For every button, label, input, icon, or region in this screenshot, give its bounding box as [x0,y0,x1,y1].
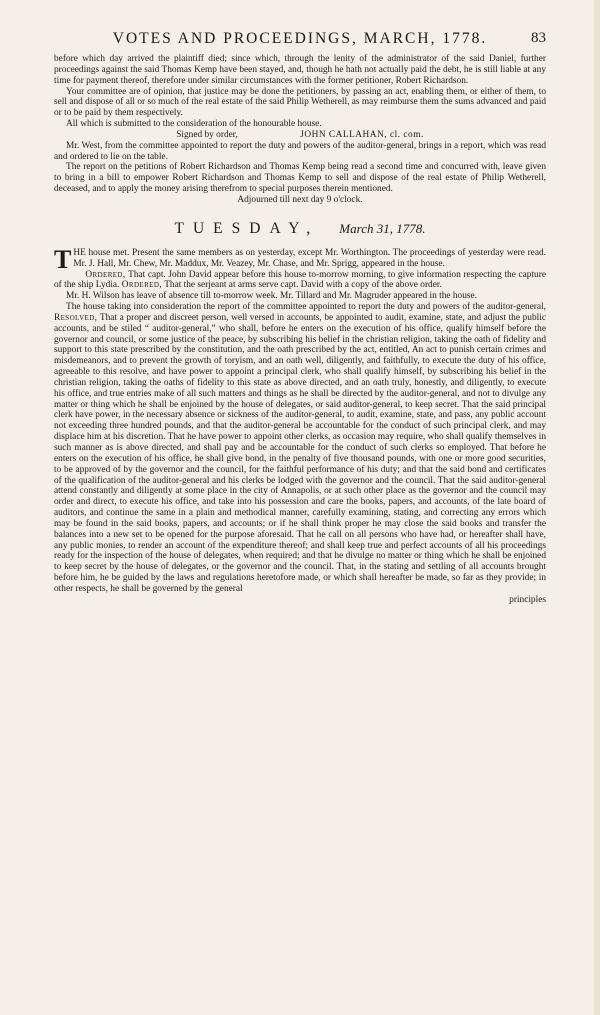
paragraph-auditor-general [54,302,546,595]
page-number: 83 [531,30,546,46]
paragraph-continuation: before which day arrived the plaintiff died; since which, through the lenity of the administrator of the said Daniel, further proceedings against the said Thomas Kemp have been stayed, and, though he hath not actually paid the debt, he is still liable at any time for payment thereof, therefore under similar circumstances with the former petitioner, Robert Richardson. [54,54,546,86]
paragraph-west-report: Mr. West, from the committee appointed to report the duty and powers of the auditor-general, brings in a report, which was read and ordered to lie on the table. [54,140,546,162]
order-capt-david: That capt. John David appear before this house to-morrow morning, to give information respecting the capture of the ship Lydia. [54,269,546,291]
order-serjeant: That the serjeant at arms serve capt. David with a copy of the above order. [162,280,442,291]
opening-text: HE house met. Present the same members as on yesterday, except Mr. Worthington. [73,247,391,258]
paragraph-leave-absence: Mr. H. Wilson has leave of absence till to-morrow week. Mr. Tillard and Mr. Magruder appeared in the house. [66,291,478,302]
drop-cap: T [54,244,72,274]
opening-paragraph [54,244,546,274]
paragraph-committee-opinion: Your committee are of opinion, that justice may be done the petitioners, by passing an act, enabling them, or either of them, to sell and dispose of all or so much of the real estate of the said Philip Wetherell, as may reimburse them the sums advanced and paid or to be paid by them respectively. [54,86,546,119]
day-name: TUESDAY, [174,219,320,237]
paragraph-orders [54,270,546,292]
clerk-signature: JOHN CALLAHAN, cl. com. [300,129,424,140]
day-heading [54,220,546,236]
auditor-resolution: That a proper and discreet person, well versed in accounts, be appointed to audit, examine, state, and adjust the public accounts, and be stiled “ auditor-general,” who shall, before he enters on the execution of his office, qualify himself before the governor and council, or some justice of the peace, by subscribing his belief in the christian religion, taking the oath of fidelity and support to this state prescribed by the constitution, and the oath prescribed by the act, entitled, An act to punish certain crimes and misdemeanors, and to prevent the growth of toryism, and an oath well, diligently, and faithfully, to execute the duty of his office, agreeable to this resolve, and have power to appoint a principal clerk, who shall qualify himself, by subscribing his belief in the christian religion, taking the oaths of fidelity to this state as above directed, and an oath truly, honestly, and diligently, to execute his office, and true entries make of all such matters and things as he shall be directed by the auditor-general, and not to divulge any matter or thing which he shall be enjoined by the house of delegates, or said auditor-general, to keep secret. That the said principal clerk have power, in the necessary absence or sickness of the auditor-general, to audit, examine, state, and pass, any public account not exceeding three hundred pounds, and that the auditor-general be accountable for the conduct of such principal clerk, and may displace him at his discretion. That he have power to appoint other clerks, as occasion may require, who shall qualify themselves in such manner as is above directed, and shall pay and be accountable for the conduct of such clerks so employed. That before he enters on the execution of his office, he shall give bond, in the penalty of five thousand pounds, with one or more good securities, to be approved of by the governor and the council, for the faithful performance of his duty; and that the said bond and certificates of the qualification of the auditor-general and his clerks be lodged with the governor and the council. That the said auditor-general attend constantly and diligently at some place in the city of Annapolis, or at such other place as the governor and the council may order and direct, to execute his office, and take into his possession and care the books, papers, and accounts, of the late board of auditors, and continue the same in a plain and methodical manner, carefully examining, stating, and correcting any errors which may be found in the said books, papers, and accounts; or if he shall think proper he may close the said books and transfer the balances into a new set to be opened for the purpose aforesaid. That he call on all persons who have had, or hereafter shall have, any public monies, to render an account of the expenditure thereof; and shall keep true and perfect accounts of all his proceedings ready for the inspection of the house of delegates, when required; and that he divulge no matter or thing which he shall be enjoined to keep secret by the house of delegates, or the governor and the council. That, in the stating and settling of all accounts brought before him, he be guided by the laws and regulations heretofore made, or which shall hereafter be made, so far as they provide; in other respects, he shall be governed by the general [54,312,546,594]
page-edge [594,0,600,1015]
running-head [54,30,546,54]
proceedings-text: The proceedings of yesterday were read. Mr. J. Hall, Mr. Chew, Mr. Maddux, Mr. Veazey, Mr. Chase, and Mr. Sprigg, appeared in the house. [73,247,546,269]
adjourned-line: Adjourned till next day 9 o'clock. [237,194,363,205]
signature-line [54,130,546,141]
ordered-keyword: Ordered, [85,269,126,280]
paragraph-submitted: All which is submitted to the consideration of the honourable house. [66,119,322,130]
day-date: March 31, 1778. [339,220,426,236]
running-title: VOTES AND PROCEEDINGS, MARCH, 1778. [112,30,488,47]
document-page [54,30,546,606]
signed-by-order: Signed by order, [176,129,238,140]
paragraph-petitions-report: The report on the petitions of Robert Richardson and Thomas Kemp being read a second time and concurred with, leave given to bring in a bill to empower Robert Richardson and Thomas Kemp to sell and dispose of the real estate of Philip Wetherell, deceased, and to apply the money arising therefrom to special purposes therein mentioned. [54,162,546,195]
resolved-keyword: Resolved, [54,312,98,323]
catchword: principles [509,594,546,605]
auditor-intro: The house taking into consideration the report of the committee appointed to report the duty and powers of the auditor-general, [66,302,546,313]
ordered-keyword: Ordered, [121,280,163,291]
